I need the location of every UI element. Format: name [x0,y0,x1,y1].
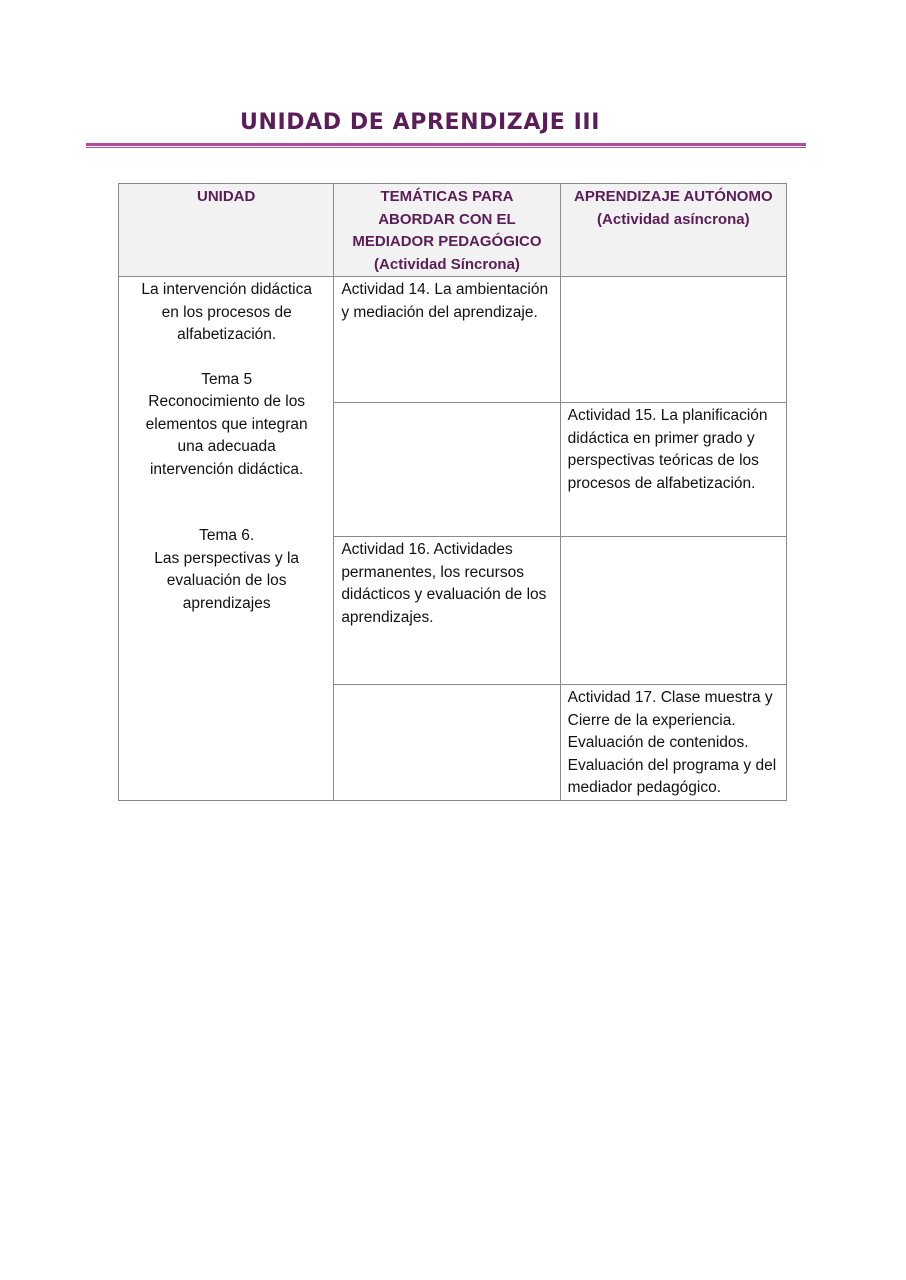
header-async-line: APRENDIZAJE AUTÓNOMO [574,188,773,205]
unit-topic-title: Tema 5 [201,370,253,388]
unit-text-line: aprendizajes [182,594,271,612]
unit-text-line: elementos que integran [145,415,308,433]
sync-activity-cell [334,403,560,537]
activity-text: Actividad 14. La ambientación y mediación del aprendizaje. [341,281,549,321]
table-row [119,277,787,403]
activity-text: Actividad 15. La planificación didáctica en primer grado y perspectivas teóricas de los procesos de alfabetización. [567,407,768,492]
unit-text-line: Las perspectivas y la [154,549,300,567]
async-activity-cell [560,277,786,403]
header-unit-label: UNIDAD [196,188,256,205]
async-activity-cell [560,685,786,801]
header-sync-line: MEDIADOR PEDAGÓGICO [352,233,542,250]
unit-text-line: intervención didáctica. [149,460,304,478]
async-activity-cell [560,537,786,685]
header-unit [119,184,334,277]
sync-activity-cell [334,685,560,801]
spacer [126,347,327,369]
unit-description-cell [119,277,334,801]
sync-activity-cell [334,537,560,685]
header-sync [334,184,560,277]
unit-text-line: alfabetización. [177,326,277,343]
page-title: UNIDAD DE APRENDIZAJE III [240,110,601,135]
activity-text: Actividad 16. Actividades permanentes, los recursos didácticos y evaluación de los aprendizajes. [341,541,547,626]
title-divider [86,143,806,148]
activity-text: Actividad 17. Clase muestra y Cierre de la experiencia. Evaluación de contenidos. Evaluación del programa y del mediador pedagógico. [567,689,777,796]
unit-text-line: La intervención didáctica [141,281,312,298]
table-header-row [119,184,787,277]
spacer [126,481,327,525]
learning-unit-table [118,183,787,801]
header-async [560,184,786,277]
unit-text-line: en los procesos de [161,303,292,321]
async-activity-cell [560,403,786,537]
unit-text-line: una adecuada [177,438,276,455]
unit-topic-title: Tema 6. [199,527,255,544]
header-sync-line: TEMÁTICAS PARA [380,188,514,205]
sync-activity-cell [334,277,560,403]
header-sync-line: (Actividad Síncrona) [374,255,520,273]
unit-text-line: Reconocimiento de los [148,393,306,410]
unit-text-line: evaluación de los [166,572,287,589]
header-async-line: (Actividad asíncrona) [597,210,750,228]
header-sync-line: ABORDAR CON EL [378,210,516,228]
